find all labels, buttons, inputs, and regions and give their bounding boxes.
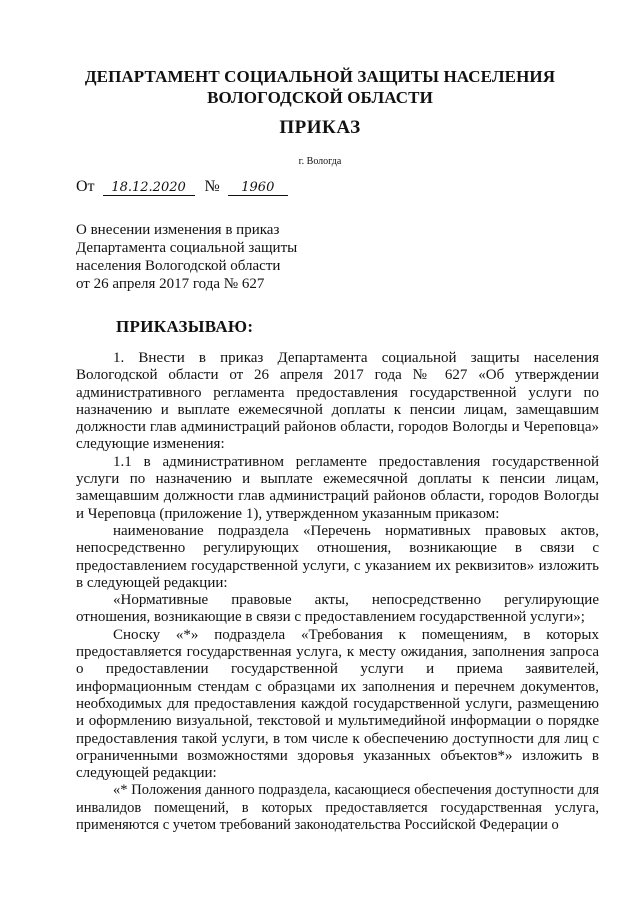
subject-line: Департамента социальной защиты [76, 240, 298, 256]
document-title: ПРИКАЗ [279, 117, 361, 138]
order-body [76, 350, 599, 834]
handwritten-date: 18.12.2020 [103, 180, 195, 196]
paragraph-item-1-1: 1.1 в административном регламенте предоставления государственной услуги по назначению и выплате ежемесячной доплаты к пенсии лицам, замещавшим должности глав администраций районов области, городов Вологды и Череповца (приложение 1), утвержденном указанным приказом: [76, 453, 599, 522]
organization-header [0, 66, 640, 108]
date-prefix: От [76, 178, 95, 195]
subject-line: населения Вологодской области [76, 258, 281, 274]
subject-line: О внесении изменения в приказ [76, 222, 280, 238]
paragraph-footnote-change: Сноску «*» подраздела «Требования к помещениям, в которых предоставляется государственная услуга, к месту ожидания, заполнения запроса о предоставлении государственной услуги и приема заявителей, информационным стендам с образцами их заполнения и перечнем документов, необходимых для предоставления каждой государственной услуги, размещению и оформлению визуальной, текстовой и мультимедийной информации о порядке предоставления такой услуги, в том числе к обеспечению доступности для лиц с ограниченными возможностями здоровья указанных объектов*» изложить в следующей редакции: [76, 626, 599, 782]
order-heading: ПРИКАЗЫВАЮ: [116, 317, 254, 336]
subject-line: от 26 апреля 2017 года № 627 [76, 276, 265, 292]
organization-name-line1: ДЕПАРТАМЕНТ СОЦИАЛЬНОЙ ЗАЩИТЫ НАСЕЛЕНИЯ [84, 67, 556, 86]
subject-block [76, 221, 297, 293]
paragraph-item-1: 1. Внести в приказ Департамента социальной защиты населения Вологодской области от 26 апреля 2017 года № 627 «Об утверждении административного регламента предоставления государственной услуги по назначению и выплате ежемесячной доплаты к пенсии лицам, замещавшим должности глав администраций районов области, городов Вологды и Череповца» следующие изменения: [76, 350, 599, 453]
date-number-line [76, 178, 288, 196]
handwritten-number: 1960 [228, 180, 288, 196]
paragraph-subsection-title: наименование подраздела «Перечень нормативных правовых актов, непосредственно регулирующих отношения, возникающие в связи с предоставлением государственной услуги, с указанием их реквизитов» изложить в следующей редакции: [76, 522, 599, 591]
organization-name-line2: ВОЛОГОДСКОЙ ОБЛАСТИ [207, 88, 433, 107]
paragraph-footnote-text: «* Положения данного подраздела, касающиеся обеспечения доступности для инвалидов помещений, в которых предоставляется государственная услуга, применяются с учетом требований законодательства Российской Федерации о [76, 782, 599, 834]
paragraph-new-title: «Нормативные правовые акты, непосредственно регулирующие отношения, возникающие в связи с предоставлением государственной услуги»; [76, 592, 599, 626]
city-label: г. Вологда [298, 156, 342, 167]
number-prefix: № [204, 178, 220, 195]
